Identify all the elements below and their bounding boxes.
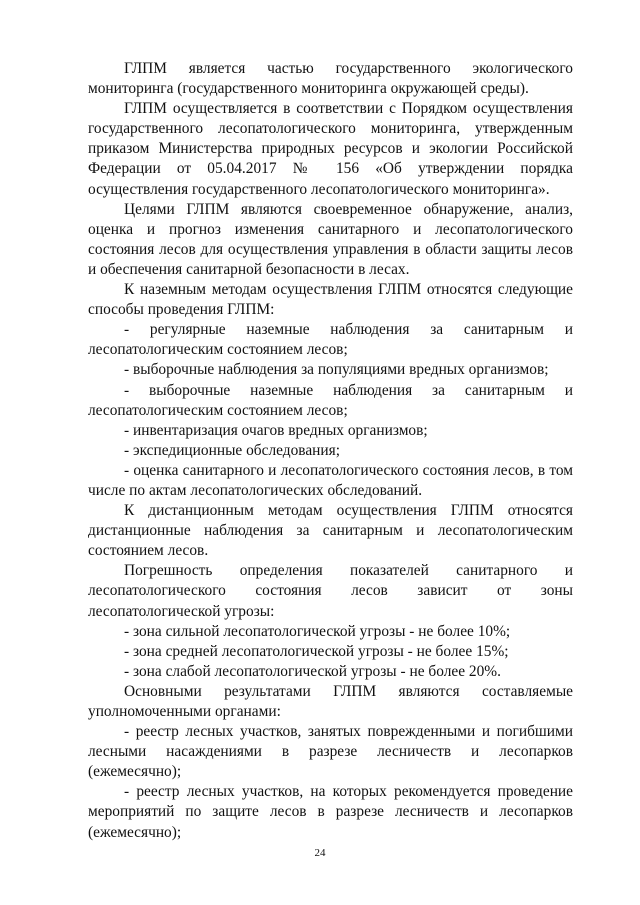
paragraph: Погрешность определения показателей санитарного и лесопатологического состояния лесов зависит от зоны лесопатологической угрозы: [88, 562, 573, 620]
list-item: - реестр лесных участков, занятых поврежденными и погибшими лесными насаждениями в разрезе лесничеств и лесопарков (ежемесячно); [88, 723, 573, 781]
paragraph: ГЛПМ является частью государственного экологического мониторинга (государственного мониторинга окружающей среды). [88, 60, 573, 98]
list-item: - регулярные наземные наблюдения за санитарным и лесопатологическим состоянием лесов; [88, 321, 573, 359]
paragraph: Целями ГЛПМ являются своевременное обнаружение, анализ, оценка и прогноз изменения санитарного и лесопатологического состояния лесов для осуществления управления в области защиты лесов и обеспечения санитарной безопасности в лесах. [88, 200, 573, 278]
list-item: - оценка санитарного и лесопатологического состояния лесов, в том числе по актам лесопатологических обследований. [88, 461, 573, 499]
list-item: - зона слабой лесопатологической угрозы - не более 20%. [124, 662, 501, 680]
list-item: - выборочные наземные наблюдения за санитарным и лесопатологическим состоянием лесов; [88, 381, 573, 419]
list-item: - реестр лесных участков, на которых рекомендуется проведение мероприятий по защите лесов в разрезе лесничеств и лесопарков (ежемесячно); [88, 783, 573, 841]
list-item: - выборочные наблюдения за популяциями вредных организмов; [124, 361, 549, 379]
body-text [88, 59, 573, 843]
list-item: - зона средней лесопатологической угрозы - не более 15%; [124, 642, 509, 660]
paragraph: ГЛПМ осуществляется в соответствии с Порядком осуществления государственного лесопатологического мониторинга, утвержденным приказом Министерства природных ресурсов и экологии Российской Федерации от 05.04.2017 № 156 «Об утверждении порядка осуществления государственного лесопатологического мониторинга». [88, 100, 573, 198]
paragraph: К наземным методам осуществления ГЛПМ относятся следующие способы проведения ГЛПМ: [88, 281, 573, 319]
list-item: - инвентаризация очагов вредных организмов; [124, 421, 428, 439]
paragraph: К дистанционным методам осуществления ГЛПМ относятся дистанционные наблюдения за санитарным и лесопатологическим состоянием лесов. [88, 502, 573, 560]
page-number: 24 [314, 847, 326, 859]
list-item: - экспедиционные обследования; [124, 441, 341, 459]
paragraph: Основными результатами ГЛПМ являются составляемые уполномоченными органами: [88, 682, 573, 720]
list-item: - зона сильной лесопатологической угрозы - не более 10%; [124, 622, 511, 640]
